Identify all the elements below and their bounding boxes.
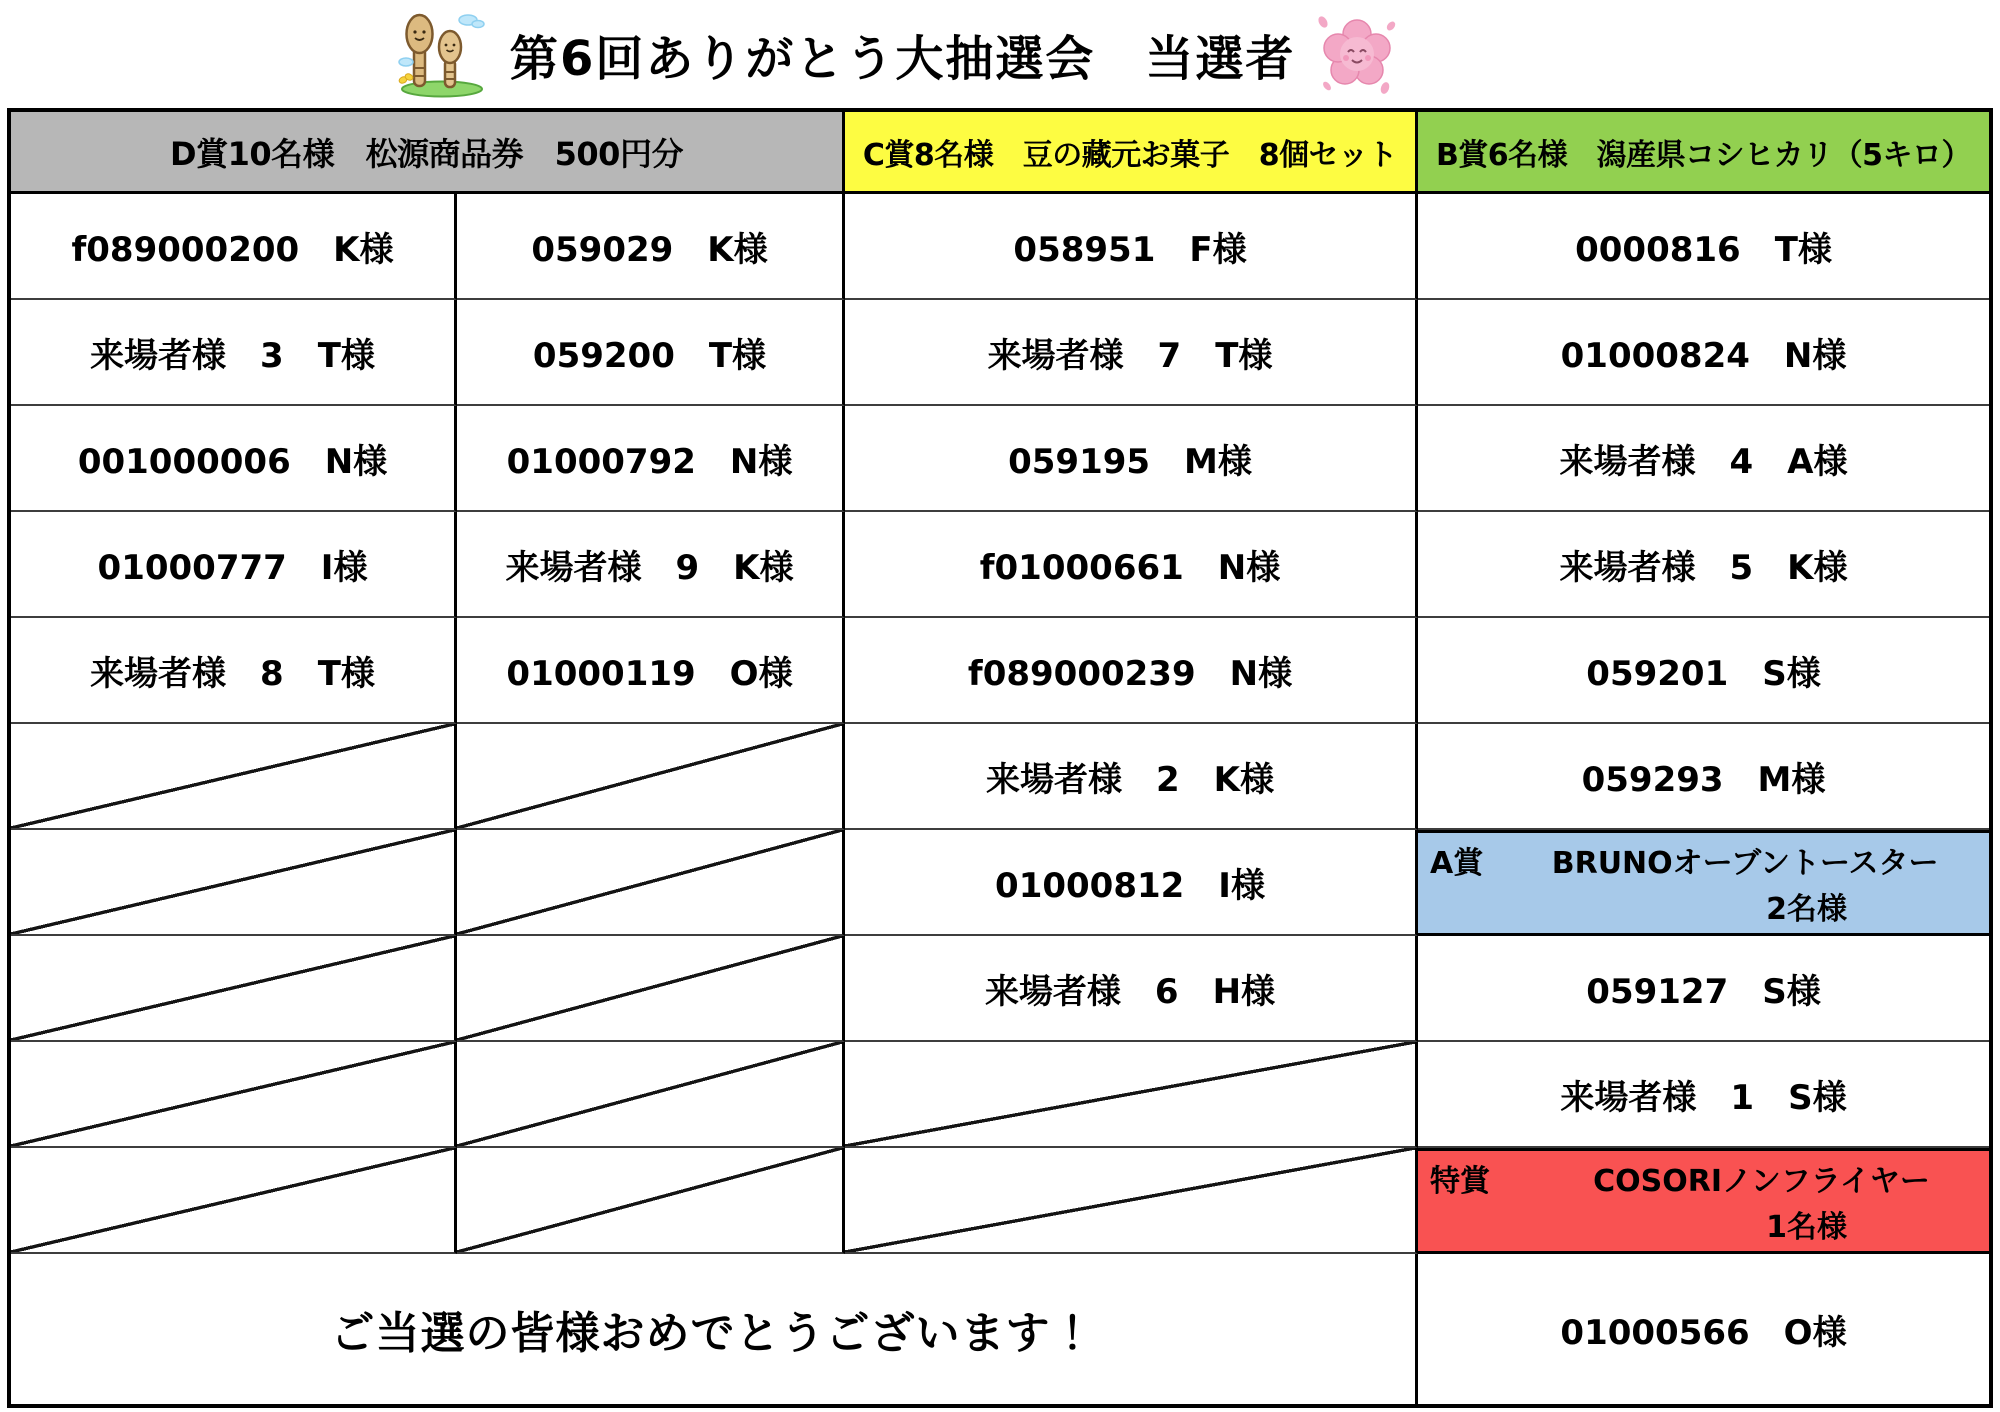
d-winner-cell: 来場者様 8 T様 [11, 618, 457, 724]
crossed-out-cell [457, 724, 845, 830]
d-winner-cell: 059029 K様 [457, 194, 845, 300]
poster-header [398, 0, 1399, 108]
d-winner-cell: 01000792 N様 [457, 406, 845, 512]
d-winner-cell: 01000777 I様 [11, 512, 457, 618]
d-prize-header: D賞10名様 松源商品券 500円分 [11, 112, 845, 194]
a-prize-header [1418, 830, 1989, 936]
d-winner-cell: 01000119 O様 [457, 618, 845, 724]
crossed-out-cell [457, 936, 845, 1042]
d-winner-cell: 来場者様 3 T様 [11, 300, 457, 406]
b-winner-cell: 来場者様 4 A様 [1418, 406, 1989, 512]
a-prize-item: BRUNOオーブントースター [1551, 846, 1939, 881]
a-winner-cell: 来場者様 1 S様 [1418, 1042, 1989, 1148]
a-prize-count: 2名様 [1766, 892, 1847, 927]
b-winner-cell: 01000824 N様 [1418, 300, 1989, 406]
c-winner-cell: f01000661 N様 [845, 512, 1418, 618]
d-winner-cell: 059200 T様 [457, 300, 845, 406]
c-winner-cell: 01000812 I様 [845, 830, 1418, 936]
congrats-message: ご当選の皆様おめでとうございます！ [11, 1254, 1418, 1404]
b-winner-cell: 来場者様 5 K様 [1418, 512, 1989, 618]
special-prize-label: 特賞 [1430, 1164, 1490, 1199]
crossed-out-cell [11, 1042, 457, 1148]
c-winner-cell: 059195 M様 [845, 406, 1418, 512]
special-prize-header [1418, 1148, 1989, 1254]
c-winner-cell: 来場者様 7 T様 [845, 300, 1418, 406]
crossed-out-cell [11, 936, 457, 1042]
c-winner-cell: f089000239 N様 [845, 618, 1418, 724]
crossed-out-cell [457, 830, 845, 936]
c-winner-cell: 058951 F様 [845, 194, 1418, 300]
crossed-out-cell [845, 1042, 1418, 1148]
crossed-out-cell [11, 830, 457, 936]
b-winner-cell: 059293 M様 [1418, 724, 1989, 830]
c-prize-header: C賞8名様 豆の藏元お菓子 8個セット [845, 112, 1418, 194]
d-winner-cell: 001000006 N様 [11, 406, 457, 512]
special-prize-item: COSORIノンフライヤー [1593, 1164, 1930, 1199]
crossed-out-cell [11, 1148, 457, 1254]
c-winner-cell: 来場者様 6 H様 [845, 936, 1418, 1042]
wooden-mascots-icon [398, 10, 490, 98]
poster-title: 第6回ありがとう大抽選会 当選者 [510, 30, 1296, 87]
special-prize-count: 1名様 [1766, 1210, 1847, 1245]
special-winner-cell: 01000566 O様 [1560, 1312, 1847, 1353]
sakura-flower-icon [1315, 12, 1399, 96]
b-winner-cell: 059201 S様 [1418, 618, 1989, 724]
a-winner-cell: 059127 S様 [1418, 936, 1989, 1042]
b-prize-header: B賞6名様 潟産県コシヒカリ（5キロ） [1418, 112, 1989, 194]
winners-table [7, 108, 1993, 1408]
a-prize-label: A賞 [1430, 846, 1484, 881]
crossed-out-cell [11, 724, 457, 830]
d-winner-cell: f089000200 K様 [11, 194, 457, 300]
crossed-out-cell [845, 1148, 1418, 1254]
crossed-out-cell [457, 1148, 845, 1254]
d-winner-cell: 来場者様 9 K様 [457, 512, 845, 618]
crossed-out-cell [457, 1042, 845, 1148]
b-winner-cell: 0000816 T様 [1418, 194, 1989, 300]
c-winner-cell: 来場者様 2 K様 [845, 724, 1418, 830]
